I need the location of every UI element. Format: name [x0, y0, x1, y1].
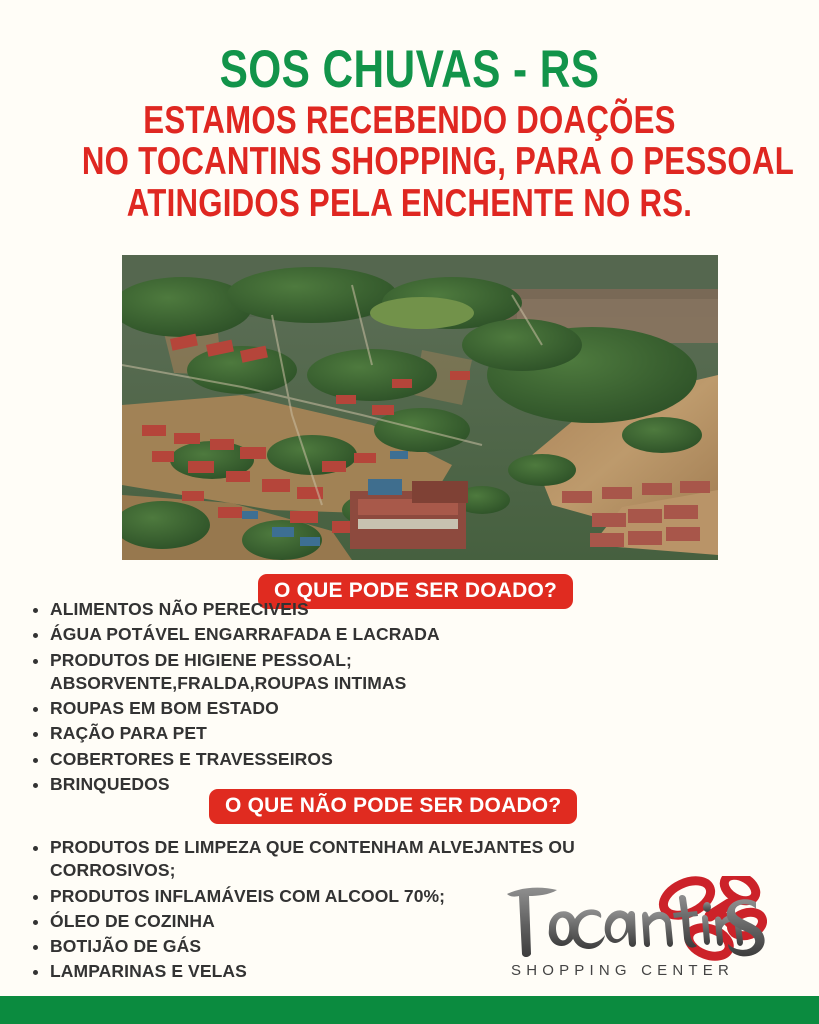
list-item-text: ÓLEO DE COZINHA	[50, 910, 215, 931]
list-item-text: ALIMENTOS NÃO PERECIVEIS	[50, 599, 309, 619]
list-item-text: RAÇÃO PARA PET	[50, 723, 207, 744]
subtitle-block	[0, 100, 819, 224]
list-item-text: LAMPARINAS E VELAS	[50, 961, 247, 982]
tocantins-shopping-logo-mark	[497, 876, 767, 984]
list-item-text: PRODUTOS INFLAMÁVEIS COM ALCOOL 70%;	[50, 885, 446, 906]
subtitle-line-3: ATINGIDOS PELA ENCHENTE NO RS.	[126, 181, 693, 225]
list-item	[28, 722, 588, 745]
list-item	[28, 649, 588, 696]
list-item-text: PRODUTOS DE HIGIENE PESSOAL;	[50, 649, 352, 670]
list-item	[28, 623, 588, 646]
banner-can-donate: O QUE PODE SER DOADO?	[258, 574, 573, 609]
list-item-text: ÁGUA POTÁVEL ENGARRAFADA E LACRADA	[50, 624, 440, 645]
banner-cannot-donate: O QUE NÃO PODE SER DOADO?	[209, 789, 577, 824]
list-item	[28, 748, 588, 771]
list-item-text-continued: ABSORVENTE,FRALDA,ROUPAS INTIMAS	[50, 672, 407, 693]
tocantins-shopping-logo	[497, 876, 767, 984]
subtitle-line-1: ESTAMOS RECEBENDO DOAÇÕES	[143, 98, 676, 142]
list-can-donate	[28, 598, 588, 798]
page-title: SOS CHUVAS - RS	[219, 40, 600, 99]
list-item	[28, 697, 588, 720]
flood-aerial-photo-image	[122, 255, 718, 560]
list-item-text: ROUPAS EM BOM ESTADO	[50, 698, 279, 719]
list-item-text: BOTIJÃO DE GÁS	[50, 936, 202, 957]
subtitle-line-2: NO TOCANTINS SHOPPING, PARA O PESSOAL	[81, 140, 795, 184]
footer-green-bar	[0, 996, 819, 1024]
list-item-text: PRODUTOS DE LIMPEZA QUE CONTENHAM ALVEJANTES OU	[50, 837, 575, 857]
list-item-text: BRINQUEDOS	[50, 773, 170, 794]
headline-block	[0, 40, 819, 225]
list-item-text-continued: CORROSIVOS;	[50, 860, 176, 881]
list-item-text: COBERTORES E TRAVESSEIROS	[50, 748, 333, 769]
logo-tagline: SHOPPING CENTER	[511, 962, 735, 979]
flood-aerial-photo	[122, 255, 718, 560]
list-item	[28, 598, 588, 621]
